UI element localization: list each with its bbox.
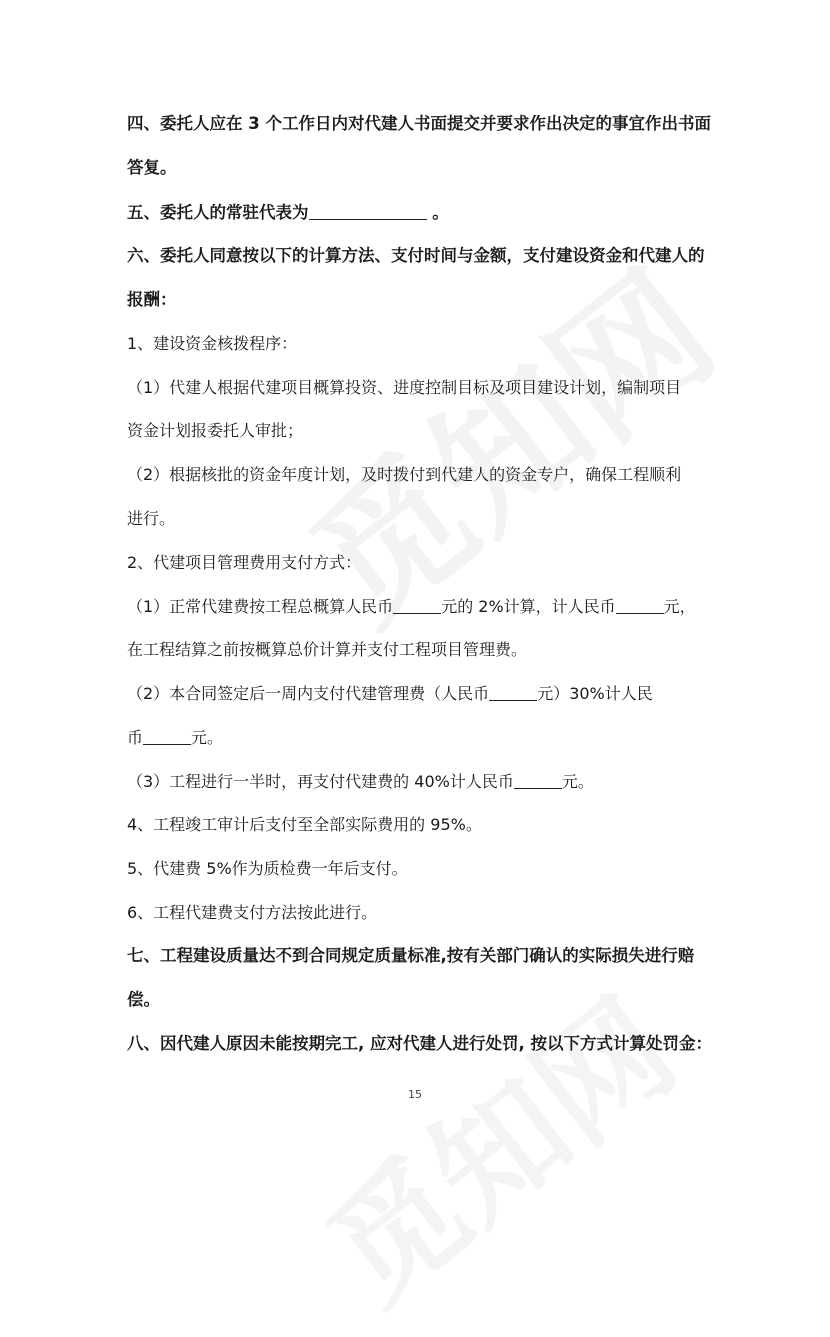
clause-5-text: 五、委托人的常驻代表为 <box>127 203 309 222</box>
item-2-1-line-1 <box>127 597 696 617</box>
item-2-2-text-a: （2）本合同签定后一周内支付代建管理费（人民币 <box>127 684 490 703</box>
item-1-1-line-1: （1）代建人根据代建项目概算投资、进度控制目标及项目建设计划，编制项目 <box>127 378 682 397</box>
item-2-3-text-b: 元。 <box>561 772 594 791</box>
item-2-2-text-d: 元。 <box>191 728 224 747</box>
first-payment-blank[interactable] <box>143 728 191 745</box>
item-4: 4、工程竣工审计后支付至全部实际费用的 95%。 <box>127 815 482 834</box>
item-2-heading: 2、代建项目管理费用支付方式： <box>127 553 362 572</box>
clause-4-line-1: 四、委托人应在 3 个工作日内对代建人书面提交并要求作出决定的事宜作出书面 <box>127 114 711 133</box>
clause-8: 八、因代建人原因未能按期完工, 应对代建人进行处罚, 按以下方式计算处罚金： <box>127 1034 713 1053</box>
item-2-1-line-2: 在工程结算之前按概算总价计算并支付工程项目管理费。 <box>127 640 528 659</box>
item-2-1-text-b: 元的 2%计算，计人民币 <box>441 597 616 616</box>
item-2-2-text-b: 元）30%计人民 <box>537 684 653 703</box>
item-6: 6、工程代建费支付方法按此进行。 <box>127 903 378 922</box>
item-1-heading: 1、建设资金核拨程序： <box>127 334 298 353</box>
item-2-2-line-1 <box>127 684 653 704</box>
total-budget-blank[interactable] <box>393 597 441 614</box>
item-2-2-text-c: 币 <box>127 728 144 747</box>
clause-7-line-1: 七、工程建设质量达不到合同规定质量标准,按有关部门确认的实际损失进行赔 <box>127 946 695 965</box>
item-2-3-text-a: （3）工程进行一半时，再支付代建费的 40%计人民币 <box>127 772 514 791</box>
item-5: 5、代建费 5%作为质检费一年后支付。 <box>127 859 408 878</box>
clause-5 <box>127 203 449 223</box>
clause-7-line-2: 偿。 <box>127 990 160 1009</box>
item-1-2-line-2: 进行。 <box>127 509 176 528</box>
second-payment-blank[interactable] <box>514 772 562 789</box>
clause-6-line-2: 报酬： <box>127 290 177 309</box>
item-2-2-line-2 <box>127 728 223 748</box>
item-2-1-text-c: 元， <box>663 597 696 616</box>
management-fee-blank[interactable] <box>489 684 537 701</box>
watermark-bottom <box>284 950 706 1337</box>
item-2-1-text-a: （1）正常代建费按工程总概算人民币 <box>127 597 394 616</box>
page-number: 15 <box>408 1088 422 1101</box>
item-1-2-line-1: （2）根据核批的资金年度计划，及时拨付到代建人的资金专户，确保工程顺利 <box>127 465 682 484</box>
clause-6-line-1: 六、委托人同意按以下的计算方法、支付时间与金额，支付建设资金和代建人的 <box>127 246 705 265</box>
item-1-1-line-2: 资金计划报委托人审批； <box>127 421 304 440</box>
fee-amount-blank[interactable] <box>616 597 664 614</box>
watermark <box>261 214 749 661</box>
clause-5-end: 。 <box>432 203 449 222</box>
representative-blank[interactable] <box>309 203 427 220</box>
item-2-3 <box>127 772 594 792</box>
clause-4-line-2: 答复。 <box>127 158 177 177</box>
